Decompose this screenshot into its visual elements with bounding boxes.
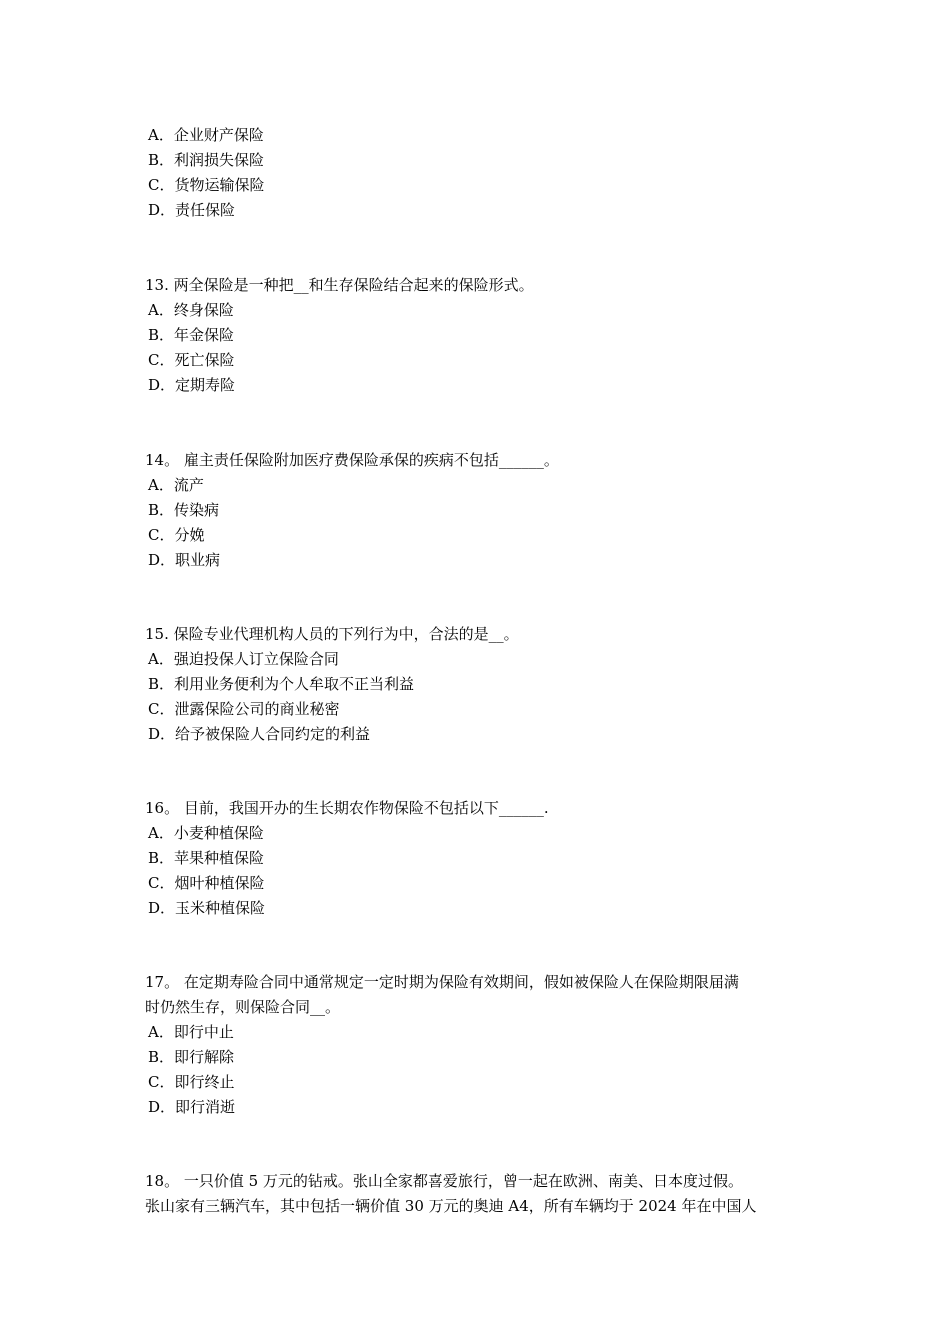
option-a: A．强迫投保人订立保险合同 (148, 650, 339, 668)
leading-options (145, 123, 815, 223)
option-b: B．年金保险 (148, 326, 235, 344)
option-a: A．流产 (148, 476, 204, 494)
option-c: C．烟叶种植保险 (148, 874, 265, 892)
question-text-line-2: 时仍然生存，则保险合同__。 (145, 998, 341, 1016)
option-a: A．终身保险 (148, 301, 234, 319)
option-d: D．职业病 (148, 551, 221, 569)
option-d: D．定期寿险 (148, 376, 236, 394)
option-c: C．泄露保险公司的商业秘密 (148, 700, 340, 718)
option-b: B．传染病 (148, 501, 220, 519)
option-c: C．即行终止 (148, 1073, 235, 1091)
option-a: A．即行中止 (148, 1023, 234, 1041)
option-b: B．利用业务便利为个人牟取不正当利益 (148, 675, 415, 693)
question-13 (145, 273, 815, 398)
question-text-line-1: 18。 一只价值 5 万元的钻戒。张山全家都喜爱旅行，曾一起在欧洲、南美、日本度过假。 (145, 1172, 743, 1190)
option-b: B．即行解除 (148, 1048, 235, 1066)
option-d: D．责任保险 (148, 201, 236, 219)
question-17 (145, 970, 815, 1120)
option-c: C．死亡保险 (148, 351, 235, 369)
option-c: C．分娩 (148, 526, 205, 544)
option-a: A．小麦种植保险 (148, 824, 264, 842)
option-b: B．利润损失保险 (148, 151, 265, 169)
option-a: A．企业财产保险 (148, 126, 264, 144)
option-b: B．苹果种植保险 (148, 849, 265, 867)
option-c: C．货物运输保险 (148, 176, 265, 194)
question-16 (145, 796, 815, 921)
question-15 (145, 622, 815, 747)
question-text-line-1: 17。 在定期寿险合同中通常规定一定时期为保险有效期间，假如被保险人在保险期限届满 (145, 973, 739, 991)
option-d: D．玉米种植保险 (148, 899, 266, 917)
question-18 (145, 1169, 815, 1219)
option-d: D．给予被保险人合同约定的利益 (148, 725, 371, 743)
question-text-line-2: 张山家有三辆汽车，其中包括一辆价值 30 万元的奥迪 A4，所有车辆均于 2024 年在中国人 (145, 1197, 757, 1215)
question-text: 14。 雇主责任保险附加医疗费保险承保的疾病不包括______。 (145, 451, 559, 469)
question-text: 16。 目前，我国开办的生长期农作物保险不包括以下______. (145, 799, 549, 817)
option-d: D．即行消逝 (148, 1098, 236, 1116)
question-text: 13. 两全保险是一种把__和生存保险结合起来的保险形式。 (145, 276, 534, 294)
question-text: 15. 保险专业代理机构人员的下列行为中，合法的是__。 (145, 625, 519, 643)
question-14 (145, 448, 815, 573)
